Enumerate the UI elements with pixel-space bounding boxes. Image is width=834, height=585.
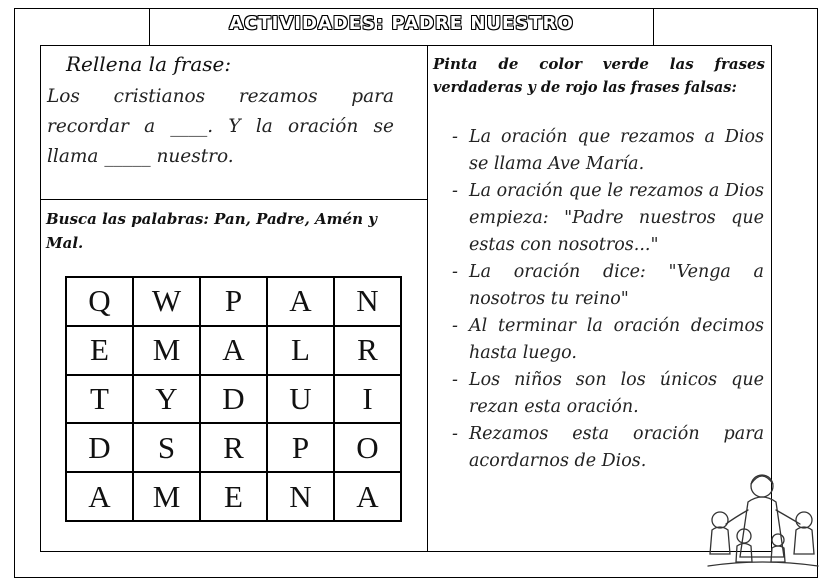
dash-bullet: - (452, 370, 458, 390)
statement-text: Al terminar la oración decimos hasta luego. (469, 316, 764, 363)
grid-cell[interactable]: R (334, 326, 401, 375)
instruction-line-1: Pinta de color verde las frases (433, 55, 765, 73)
statement-text: La oración dice: "Venga a nosotros tu reino" (469, 262, 764, 309)
word-search-heading: Busca las palabras: Pan, Padre, Amén y Mal. (46, 210, 377, 252)
fill-in-heading: Rellena la frase: (66, 52, 232, 76)
grid-cell[interactable]: A (334, 472, 401, 521)
dash-bullet: - (452, 424, 458, 444)
grid-cell[interactable]: W (133, 277, 200, 326)
grid-cell[interactable]: R (200, 423, 267, 472)
grid-cell[interactable]: D (200, 375, 267, 424)
grid-cell[interactable]: N (334, 277, 401, 326)
dash-bullet: - (452, 262, 458, 282)
section-divider (40, 199, 428, 200)
grid-cell[interactable]: T (66, 375, 133, 424)
dash-bullet: - (452, 127, 458, 147)
page-title: ACTIVIDADES: PADRE NUESTRO (229, 13, 574, 34)
grid-cell[interactable]: S (133, 423, 200, 472)
statement-text: La oración que le rezamos a Dios empieza: "Padre nuestros que estas con nosotros..." (469, 181, 764, 255)
statement-item[interactable] (452, 124, 764, 178)
statement-text: Rezamos esta oración para acordarnos de Dios. (469, 424, 764, 471)
statement-item[interactable] (452, 367, 764, 421)
grid-cell[interactable]: E (200, 472, 267, 521)
statement-text: Los niños son los únicos que rezan esta oración. (469, 370, 764, 417)
statement-item[interactable] (452, 313, 764, 367)
grid-cell[interactable]: M (133, 472, 200, 521)
grid-cell[interactable]: E (66, 326, 133, 375)
grid-cell[interactable]: P (267, 423, 334, 472)
grid-cell[interactable]: U (267, 375, 334, 424)
statement-text: La oración que rezamos a Dios se llama Ave María. (469, 127, 764, 174)
grid-cell[interactable]: L (267, 326, 334, 375)
dash-bullet: - (452, 316, 458, 336)
instruction-line-2: verdaderas y de rojo las frases falsas: (433, 79, 737, 96)
grid-cell[interactable]: A (200, 326, 267, 375)
grid-cell[interactable]: A (66, 472, 133, 521)
grid-cell[interactable]: Q (66, 277, 133, 326)
grid-cell[interactable]: D (66, 423, 133, 472)
grid-cell[interactable]: P (200, 277, 267, 326)
grid-cell[interactable]: I (334, 375, 401, 424)
jesus-with-children-illustration (704, 462, 822, 574)
word-search-grid (65, 276, 402, 522)
statement-item[interactable] (452, 259, 764, 313)
grid-cell[interactable]: O (334, 423, 401, 472)
grid-cell[interactable]: Y (133, 375, 200, 424)
statement-list (452, 124, 764, 475)
grid-cell[interactable]: N (267, 472, 334, 521)
dash-bullet: - (452, 181, 458, 201)
statement-item[interactable] (452, 178, 764, 259)
grid-cell[interactable]: A (267, 277, 334, 326)
fill-in-sentence: Los cristianos rezamos para recordar a ____. Y la oración se llama _____ nuestro. (47, 86, 394, 167)
grid-cell[interactable]: M (133, 326, 200, 375)
